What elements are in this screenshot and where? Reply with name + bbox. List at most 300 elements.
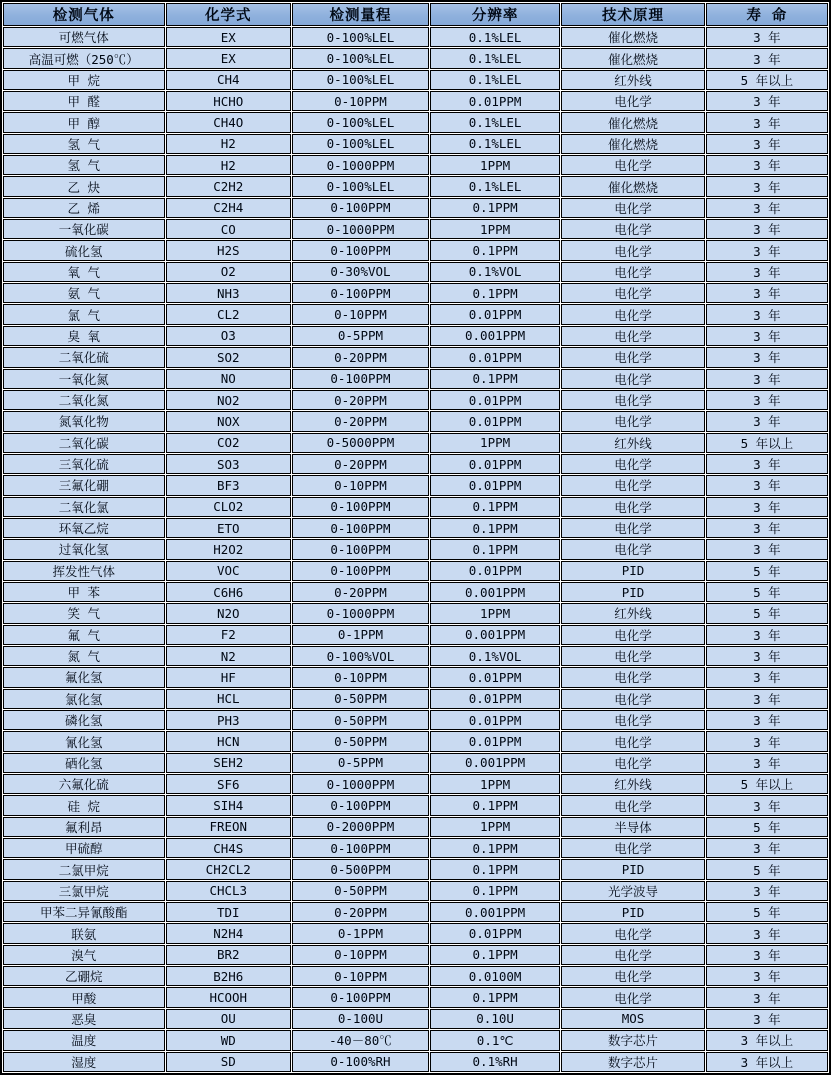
cell-r2-c0: 甲 烷: [3, 70, 165, 90]
cell-r45-c0: 甲酸: [3, 987, 165, 1007]
cell-r47-c4: 数字芯片: [561, 1030, 705, 1050]
cell-r3-c1: HCHO: [166, 91, 291, 111]
cell-r4-c1: CH4O: [166, 112, 291, 132]
cell-r15-c1: SO2: [166, 347, 291, 367]
cell-r30-c1: HF: [166, 667, 291, 687]
cell-r13-c2: 0-10PPM: [292, 304, 429, 324]
cell-r19-c4: 红外线: [561, 433, 705, 453]
cell-r3-c4: 电化学: [561, 91, 705, 111]
cell-r7-c5: 3 年: [706, 176, 828, 196]
cell-r23-c4: 电化学: [561, 518, 705, 538]
table-row: [3, 497, 828, 517]
cell-r38-c1: CH4S: [166, 838, 291, 858]
cell-r19-c3: 1PPM: [430, 433, 560, 453]
cell-r30-c0: 氟化氢: [3, 667, 165, 687]
cell-r8-c3: 0.1PPM: [430, 198, 560, 218]
cell-r10-c3: 0.1PPM: [430, 240, 560, 260]
cell-r22-c3: 0.1PPM: [430, 497, 560, 517]
cell-r5-c3: 0.1%LEL: [430, 134, 560, 154]
table-row: [3, 667, 828, 687]
cell-r0-c4: 催化燃烧: [561, 27, 705, 47]
cell-r1-c2: 0-100%LEL: [292, 48, 429, 68]
table-row: [3, 198, 828, 218]
cell-r44-c2: 0-10PPM: [292, 966, 429, 986]
cell-r12-c0: 氨 气: [3, 283, 165, 303]
cell-r40-c1: CHCL3: [166, 881, 291, 901]
cell-r37-c3: 1PPM: [430, 817, 560, 837]
cell-r1-c0: 高温可燃（250℃）: [3, 48, 165, 68]
table-row: [3, 710, 828, 730]
cell-r8-c4: 电化学: [561, 198, 705, 218]
cell-r31-c2: 0-50PPM: [292, 689, 429, 709]
table-row: [3, 923, 828, 943]
cell-r9-c2: 0-1000PPM: [292, 219, 429, 239]
cell-r11-c2: 0-30%VOL: [292, 262, 429, 282]
table-row: [3, 176, 828, 196]
cell-r11-c1: O2: [166, 262, 291, 282]
cell-r0-c3: 0.1%LEL: [430, 27, 560, 47]
cell-r30-c5: 3 年: [706, 667, 828, 687]
cell-r18-c0: 氮氧化物: [3, 411, 165, 431]
cell-r21-c3: 0.01PPM: [430, 475, 560, 495]
cell-r38-c0: 甲硫醇: [3, 838, 165, 858]
cell-r26-c1: C6H6: [166, 582, 291, 602]
cell-r0-c1: EX: [166, 27, 291, 47]
cell-r24-c0: 过氧化氢: [3, 539, 165, 559]
cell-r0-c0: 可燃气体: [3, 27, 165, 47]
cell-r32-c1: PH3: [166, 710, 291, 730]
table-row: [3, 646, 828, 666]
table-row: [3, 561, 828, 581]
cell-r2-c3: 0.1%LEL: [430, 70, 560, 90]
cell-r19-c0: 二氧化碳: [3, 433, 165, 453]
cell-r3-c5: 3 年: [706, 91, 828, 111]
cell-r4-c5: 3 年: [706, 112, 828, 132]
table-row: [3, 240, 828, 260]
cell-r15-c2: 0-20PPM: [292, 347, 429, 367]
table-row: [3, 945, 828, 965]
cell-r5-c0: 氢 气: [3, 134, 165, 154]
cell-r7-c4: 催化燃烧: [561, 176, 705, 196]
cell-r22-c5: 3 年: [706, 497, 828, 517]
cell-r43-c5: 3 年: [706, 945, 828, 965]
cell-r21-c2: 0-10PPM: [292, 475, 429, 495]
cell-r12-c2: 0-100PPM: [292, 283, 429, 303]
cell-r6-c0: 氢 气: [3, 155, 165, 175]
cell-r41-c2: 0-20PPM: [292, 902, 429, 922]
cell-r24-c1: H2O2: [166, 539, 291, 559]
table-row: [3, 155, 828, 175]
cell-r24-c4: 电化学: [561, 539, 705, 559]
cell-r4-c3: 0.1%LEL: [430, 112, 560, 132]
header-row: [3, 3, 828, 26]
cell-r4-c2: 0-100%LEL: [292, 112, 429, 132]
cell-r12-c3: 0.1PPM: [430, 283, 560, 303]
cell-r25-c4: PID: [561, 561, 705, 581]
table-row: [3, 689, 828, 709]
table-row: [3, 262, 828, 282]
cell-r44-c0: 乙硼烷: [3, 966, 165, 986]
cell-r25-c0: 挥发性气体: [3, 561, 165, 581]
cell-r14-c3: 0.001PPM: [430, 326, 560, 346]
cell-r29-c0: 氮 气: [3, 646, 165, 666]
cell-r25-c5: 5 年: [706, 561, 828, 581]
table-row: [3, 219, 828, 239]
cell-r2-c2: 0-100%LEL: [292, 70, 429, 90]
cell-r5-c1: H2: [166, 134, 291, 154]
cell-r38-c3: 0.1PPM: [430, 838, 560, 858]
cell-r33-c0: 氰化氢: [3, 731, 165, 751]
cell-r28-c4: 电化学: [561, 625, 705, 645]
cell-r6-c3: 1PPM: [430, 155, 560, 175]
cell-r47-c3: 0.1℃: [430, 1030, 560, 1050]
cell-r43-c3: 0.1PPM: [430, 945, 560, 965]
cell-r6-c1: H2: [166, 155, 291, 175]
cell-r37-c2: 0-2000PPM: [292, 817, 429, 837]
cell-r4-c4: 催化燃烧: [561, 112, 705, 132]
cell-r21-c0: 三氟化硼: [3, 475, 165, 495]
cell-r46-c4: MOS: [561, 1009, 705, 1029]
cell-r36-c3: 0.1PPM: [430, 795, 560, 815]
cell-r0-c2: 0-100%LEL: [292, 27, 429, 47]
column-header-5: 寿 命: [706, 3, 828, 26]
table-row: [3, 112, 828, 132]
cell-r35-c5: 5 年以上: [706, 774, 828, 794]
cell-r29-c2: 0-100%VOL: [292, 646, 429, 666]
cell-r24-c2: 0-100PPM: [292, 539, 429, 559]
cell-r36-c5: 3 年: [706, 795, 828, 815]
table-row: [3, 987, 828, 1007]
table-row: [3, 433, 828, 453]
cell-r20-c4: 电化学: [561, 454, 705, 474]
cell-r37-c0: 氟利昂: [3, 817, 165, 837]
cell-r7-c2: 0-100%LEL: [292, 176, 429, 196]
cell-r6-c2: 0-1000PPM: [292, 155, 429, 175]
cell-r10-c1: H2S: [166, 240, 291, 260]
cell-r3-c0: 甲 醛: [3, 91, 165, 111]
cell-r8-c1: C2H4: [166, 198, 291, 218]
cell-r43-c1: BR2: [166, 945, 291, 965]
cell-r45-c3: 0.1PPM: [430, 987, 560, 1007]
cell-r21-c5: 3 年: [706, 475, 828, 495]
table-row: [3, 70, 828, 90]
cell-r41-c0: 甲苯二异氰酸酯: [3, 902, 165, 922]
table-row: [3, 518, 828, 538]
cell-r23-c3: 0.1PPM: [430, 518, 560, 538]
table-row: [3, 539, 828, 559]
cell-r46-c1: OU: [166, 1009, 291, 1029]
cell-r18-c4: 电化学: [561, 411, 705, 431]
cell-r42-c2: 0-1PPM: [292, 923, 429, 943]
cell-r24-c3: 0.1PPM: [430, 539, 560, 559]
cell-r3-c2: 0-10PPM: [292, 91, 429, 111]
table-row: [3, 817, 828, 837]
column-header-0: 检测气体: [3, 3, 165, 26]
cell-r45-c5: 3 年: [706, 987, 828, 1007]
cell-r35-c0: 六氟化硫: [3, 774, 165, 794]
table-row: [3, 838, 828, 858]
cell-r39-c1: CH2CL2: [166, 859, 291, 879]
cell-r40-c2: 0-50PPM: [292, 881, 429, 901]
cell-r44-c3: 0.0100M: [430, 966, 560, 986]
cell-r24-c5: 3 年: [706, 539, 828, 559]
cell-r20-c1: SO3: [166, 454, 291, 474]
cell-r40-c5: 3 年: [706, 881, 828, 901]
cell-r17-c5: 3 年: [706, 390, 828, 410]
table-row: [3, 1030, 828, 1050]
cell-r33-c5: 3 年: [706, 731, 828, 751]
cell-r44-c1: B2H6: [166, 966, 291, 986]
table-row: [3, 966, 828, 986]
cell-r34-c5: 3 年: [706, 753, 828, 773]
cell-r46-c2: 0-100U: [292, 1009, 429, 1029]
cell-r9-c3: 1PPM: [430, 219, 560, 239]
cell-r34-c3: 0.001PPM: [430, 753, 560, 773]
cell-r37-c5: 5 年: [706, 817, 828, 837]
cell-r15-c3: 0.01PPM: [430, 347, 560, 367]
cell-r18-c5: 3 年: [706, 411, 828, 431]
cell-r31-c5: 3 年: [706, 689, 828, 709]
cell-r44-c5: 3 年: [706, 966, 828, 986]
cell-r38-c2: 0-100PPM: [292, 838, 429, 858]
cell-r46-c0: 恶臭: [3, 1009, 165, 1029]
cell-r17-c3: 0.01PPM: [430, 390, 560, 410]
cell-r12-c5: 3 年: [706, 283, 828, 303]
table-row: [3, 326, 828, 346]
cell-r10-c5: 3 年: [706, 240, 828, 260]
cell-r27-c0: 笑 气: [3, 603, 165, 623]
cell-r27-c3: 1PPM: [430, 603, 560, 623]
cell-r27-c5: 5 年: [706, 603, 828, 623]
table-row: [3, 859, 828, 879]
cell-r17-c0: 二氧化氮: [3, 390, 165, 410]
cell-r48-c5: 3 年以上: [706, 1052, 828, 1073]
cell-r8-c2: 0-100PPM: [292, 198, 429, 218]
cell-r48-c4: 数字芯片: [561, 1052, 705, 1073]
cell-r18-c2: 0-20PPM: [292, 411, 429, 431]
table-row: [3, 411, 828, 431]
cell-r22-c1: CLO2: [166, 497, 291, 517]
cell-r8-c0: 乙 烯: [3, 198, 165, 218]
cell-r37-c1: FREON: [166, 817, 291, 837]
cell-r40-c0: 三氯甲烷: [3, 881, 165, 901]
cell-r29-c5: 3 年: [706, 646, 828, 666]
cell-r47-c5: 3 年以上: [706, 1030, 828, 1050]
cell-r36-c0: 硅 烷: [3, 795, 165, 815]
table-row: [3, 304, 828, 324]
cell-r19-c5: 5 年以上: [706, 433, 828, 453]
cell-r32-c4: 电化学: [561, 710, 705, 730]
cell-r29-c4: 电化学: [561, 646, 705, 666]
cell-r42-c4: 电化学: [561, 923, 705, 943]
cell-r22-c4: 电化学: [561, 497, 705, 517]
cell-r45-c2: 0-100PPM: [292, 987, 429, 1007]
cell-r14-c2: 0-5PPM: [292, 326, 429, 346]
table-row: [3, 454, 828, 474]
cell-r43-c2: 0-10PPM: [292, 945, 429, 965]
cell-r1-c3: 0.1%LEL: [430, 48, 560, 68]
cell-r16-c1: NO: [166, 369, 291, 389]
cell-r14-c1: O3: [166, 326, 291, 346]
cell-r32-c5: 3 年: [706, 710, 828, 730]
cell-r0-c5: 3 年: [706, 27, 828, 47]
cell-r16-c3: 0.1PPM: [430, 369, 560, 389]
cell-r9-c4: 电化学: [561, 219, 705, 239]
table-row: [3, 1052, 828, 1073]
cell-r30-c4: 电化学: [561, 667, 705, 687]
cell-r23-c1: ETO: [166, 518, 291, 538]
cell-r10-c2: 0-100PPM: [292, 240, 429, 260]
cell-r13-c3: 0.01PPM: [430, 304, 560, 324]
cell-r47-c2: -40－80℃: [292, 1030, 429, 1050]
table-row: [3, 134, 828, 154]
cell-r38-c5: 3 年: [706, 838, 828, 858]
column-header-1: 化学式: [166, 3, 291, 26]
cell-r6-c4: 电化学: [561, 155, 705, 175]
cell-r15-c4: 电化学: [561, 347, 705, 367]
cell-r34-c4: 电化学: [561, 753, 705, 773]
cell-r16-c4: 电化学: [561, 369, 705, 389]
cell-r4-c0: 甲 醇: [3, 112, 165, 132]
cell-r25-c2: 0-100PPM: [292, 561, 429, 581]
cell-r9-c1: CO: [166, 219, 291, 239]
cell-r48-c3: 0.1%RH: [430, 1052, 560, 1073]
cell-r16-c0: 一氧化氮: [3, 369, 165, 389]
cell-r27-c4: 红外线: [561, 603, 705, 623]
table-header: [3, 3, 828, 26]
cell-r14-c0: 臭 氧: [3, 326, 165, 346]
cell-r7-c1: C2H2: [166, 176, 291, 196]
cell-r14-c5: 3 年: [706, 326, 828, 346]
cell-r1-c1: EX: [166, 48, 291, 68]
cell-r26-c4: PID: [561, 582, 705, 602]
table-row: [3, 91, 828, 111]
cell-r42-c0: 联氨: [3, 923, 165, 943]
cell-r28-c3: 0.001PPM: [430, 625, 560, 645]
cell-r33-c4: 电化学: [561, 731, 705, 751]
cell-r45-c4: 电化学: [561, 987, 705, 1007]
cell-r35-c4: 红外线: [561, 774, 705, 794]
cell-r22-c0: 二氧化氯: [3, 497, 165, 517]
cell-r39-c3: 0.1PPM: [430, 859, 560, 879]
table-row: [3, 48, 828, 68]
cell-r42-c3: 0.01PPM: [430, 923, 560, 943]
cell-r6-c5: 3 年: [706, 155, 828, 175]
column-header-2: 检测量程: [292, 3, 429, 26]
cell-r3-c3: 0.01PPM: [430, 91, 560, 111]
cell-r45-c1: HCOOH: [166, 987, 291, 1007]
cell-r28-c0: 氟 气: [3, 625, 165, 645]
table-row: [3, 881, 828, 901]
table-row: [3, 795, 828, 815]
cell-r5-c5: 3 年: [706, 134, 828, 154]
cell-r17-c1: NO2: [166, 390, 291, 410]
cell-r32-c3: 0.01PPM: [430, 710, 560, 730]
table-row: [3, 27, 828, 47]
cell-r28-c5: 3 年: [706, 625, 828, 645]
cell-r11-c0: 氧 气: [3, 262, 165, 282]
cell-r7-c3: 0.1%LEL: [430, 176, 560, 196]
table-row: [3, 603, 828, 623]
cell-r21-c1: BF3: [166, 475, 291, 495]
cell-r18-c3: 0.01PPM: [430, 411, 560, 431]
cell-r43-c0: 溴气: [3, 945, 165, 965]
cell-r34-c2: 0-5PPM: [292, 753, 429, 773]
cell-r36-c4: 电化学: [561, 795, 705, 815]
cell-r31-c4: 电化学: [561, 689, 705, 709]
cell-r10-c4: 电化学: [561, 240, 705, 260]
cell-r32-c2: 0-50PPM: [292, 710, 429, 730]
cell-r29-c3: 0.1%VOL: [430, 646, 560, 666]
cell-r25-c3: 0.01PPM: [430, 561, 560, 581]
cell-r38-c4: 电化学: [561, 838, 705, 858]
cell-r32-c0: 磷化氢: [3, 710, 165, 730]
cell-r14-c4: 电化学: [561, 326, 705, 346]
cell-r31-c1: HCL: [166, 689, 291, 709]
cell-r12-c4: 电化学: [561, 283, 705, 303]
table-row: [3, 902, 828, 922]
cell-r12-c1: NH3: [166, 283, 291, 303]
cell-r1-c4: 催化燃烧: [561, 48, 705, 68]
cell-r41-c1: TDI: [166, 902, 291, 922]
column-header-3: 分辨率: [430, 3, 560, 26]
cell-r26-c3: 0.001PPM: [430, 582, 560, 602]
cell-r34-c1: SEH2: [166, 753, 291, 773]
cell-r8-c5: 3 年: [706, 198, 828, 218]
cell-r11-c3: 0.1%VOL: [430, 262, 560, 282]
cell-r33-c1: HCN: [166, 731, 291, 751]
cell-r13-c1: CL2: [166, 304, 291, 324]
cell-r15-c5: 3 年: [706, 347, 828, 367]
cell-r16-c2: 0-100PPM: [292, 369, 429, 389]
cell-r2-c4: 红外线: [561, 70, 705, 90]
cell-r26-c5: 5 年: [706, 582, 828, 602]
cell-r11-c5: 3 年: [706, 262, 828, 282]
cell-r13-c4: 电化学: [561, 304, 705, 324]
cell-r46-c3: 0.10U: [430, 1009, 560, 1029]
column-header-4: 技术原理: [561, 3, 705, 26]
cell-r31-c0: 氯化氢: [3, 689, 165, 709]
table-row: [3, 774, 828, 794]
table-row: [3, 731, 828, 751]
cell-r20-c3: 0.01PPM: [430, 454, 560, 474]
cell-r47-c0: 温度: [3, 1030, 165, 1050]
cell-r27-c2: 0-1000PPM: [292, 603, 429, 623]
cell-r9-c5: 3 年: [706, 219, 828, 239]
cell-r17-c4: 电化学: [561, 390, 705, 410]
cell-r46-c5: 3 年: [706, 1009, 828, 1029]
table-row: [3, 475, 828, 495]
cell-r28-c1: F2: [166, 625, 291, 645]
cell-r33-c2: 0-50PPM: [292, 731, 429, 751]
cell-r11-c4: 电化学: [561, 262, 705, 282]
cell-r18-c1: NOX: [166, 411, 291, 431]
cell-r23-c2: 0-100PPM: [292, 518, 429, 538]
table-row: [3, 347, 828, 367]
cell-r41-c4: PID: [561, 902, 705, 922]
table-row: [3, 283, 828, 303]
cell-r28-c2: 0-1PPM: [292, 625, 429, 645]
cell-r10-c0: 硫化氢: [3, 240, 165, 260]
cell-r13-c5: 3 年: [706, 304, 828, 324]
cell-r31-c3: 0.01PPM: [430, 689, 560, 709]
cell-r29-c1: N2: [166, 646, 291, 666]
cell-r23-c5: 3 年: [706, 518, 828, 538]
cell-r36-c1: SIH4: [166, 795, 291, 815]
cell-r7-c0: 乙 炔: [3, 176, 165, 196]
cell-r20-c2: 0-20PPM: [292, 454, 429, 474]
cell-r9-c0: 一氧化碳: [3, 219, 165, 239]
